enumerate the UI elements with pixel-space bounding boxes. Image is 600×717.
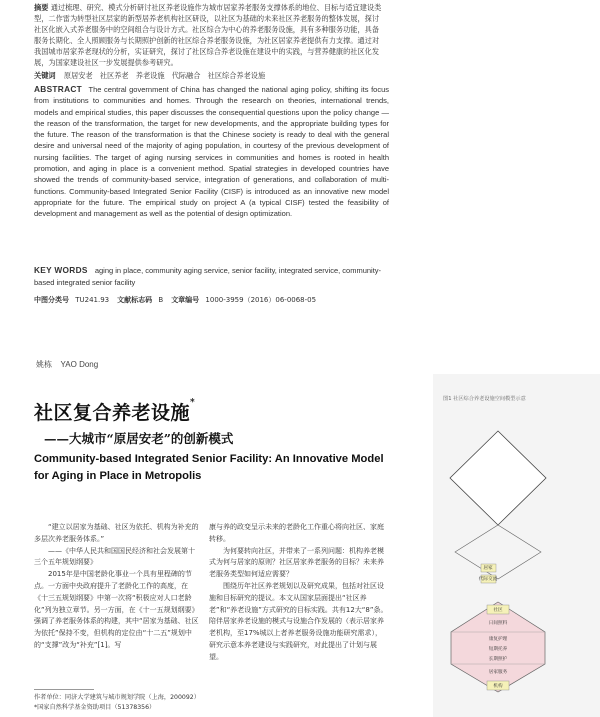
- epigraph-source: ——《中华人民共和国国民经济和社会发展第十三个五年规划纲要》: [34, 546, 195, 567]
- band-label-2: 代际交流: [478, 577, 498, 582]
- en-keywords-label: KEY WORDS: [34, 265, 88, 275]
- en-abstract-text: The central government of China has changed the national aging policy, shifting its focus from institutions to communities and homes. Through the research on theories, international trends, models and empirical studies, this paper discusses the consequential questions upon the policy change — the reason of the transformation, the target for new developments, and the appropriate building types for the future. The reason of the transformation is that the Chinese society is ready to deal with the general desire and universal need of the majority of aging population, in courtesy of the previous development of nursing facilities. The target of aging nursing services in communities and homes is rooted in health promotion, and aging in place is a convenient method. Spatial strategies in developed countries have showed the trends of community-based service, integration of generations, and collaboration of multi-functions. Community-based Integrated Senior Facility (CISF) is introduced as an innovative new model appropriate for the future. The empirical study on project A (a typical CISF) tested the feasibility of development and management as well as the potential of design optimization.: [34, 85, 389, 219]
- figure-svg: [433, 374, 600, 717]
- doc-code: [117, 295, 163, 305]
- doc-code-label: 文献标志码: [117, 296, 153, 304]
- pentagon-bottom-label: 机构: [493, 684, 503, 689]
- figure-title: 图1 社区综合养老设施空间模型示意: [443, 396, 526, 402]
- article-number-value: 1000-3959（2016）06-0068-05: [205, 296, 317, 304]
- cn-keywords-label: 关键词: [34, 71, 56, 80]
- pentagon-label-2: 康复护理: [488, 637, 508, 642]
- pentagon-label-1: 日间照料: [488, 621, 508, 626]
- middle-band-shape: [455, 525, 541, 579]
- title-en: Community-based Integrated Senior Facility: An Innovative Model for Aging in Place in Metropolis: [34, 453, 384, 482]
- title-cn: [34, 398, 195, 425]
- author-cn: 姚栋: [36, 360, 52, 369]
- footnote-funding: *国家自然科学基金资助项目（51378356）: [34, 704, 156, 711]
- body-paragraph: 2015年是中国老龄化事业一个具有里程碑的节点。一方面中央政府提升了老龄化工作的高度，在《十三五规划纲要》中第一次将“积极应对人口老龄化”列为独立章节。另一方面，在《十一五规划纲要》强调了养老服务体系的构建，其中“居家为基础、社区为依托”保持不变，但机构的定位由“十二五”规划中的“支撑”改为“补充”[1]。写: [34, 570, 199, 649]
- footnotes: [34, 693, 389, 713]
- class-number-label: 中图分类号: [34, 296, 69, 304]
- body-column-right: [209, 522, 389, 664]
- en-keywords-text: aging in place, community aging service, senior facility, integrated service, community-based integrated senior facility: [34, 266, 382, 287]
- doc-code-value: B: [158, 296, 164, 304]
- author-line: [36, 359, 98, 370]
- title-cn-text: 社区复合养老设施: [34, 402, 191, 424]
- cn-keywords-text: 原居安老 社区养老 养老设施 代际融合 社区综合养老设施: [63, 71, 266, 80]
- pentagon-top-label: 社区: [493, 608, 503, 613]
- author-en: YAO Dong: [60, 360, 99, 369]
- cn-abstract-text: 通过梳理、研究、模式分析研讨社区养老设施作为城市居家养老服务支撑体系的地位、目标与适宜建设类型，二作雷为转型社区层家的新型居养老机构社区研设，以社区为基础的未来社区养老服务的整体发展，探讨社区化嵌入式养老服务中的空间组合与设计方式。社区综合为中心的养老服务设施，具有多种服务功能，具备服务长期化、全人照顾服务与长期照护创新的社区综合养老服务设施，为社区居家养老提供有力支撑。通过对我国城市居家养老现状的分析，实证研究，探讨了社区综合养老设施在建设中的实践，与营养健康的社区化发展，为国家建设社区一步发展提供参考研究。: [34, 3, 382, 67]
- en-abstract: [34, 84, 389, 220]
- pentagon-label-4: 长期照护: [488, 657, 508, 662]
- en-keywords: [34, 265, 389, 288]
- title-footnote-marker: *: [190, 398, 196, 408]
- en-abstract-label: ABSTRACT: [34, 84, 83, 94]
- band-label-1: 居家: [483, 566, 493, 571]
- upper-diamond: [450, 431, 546, 525]
- footnote-divider: [34, 689, 94, 690]
- body-paragraph: 康与养的政变呈示未来的老龄化工作重心将向社区、家庭转移。: [209, 523, 384, 543]
- cn-keywords: [34, 70, 384, 81]
- figure-diagram: [433, 374, 600, 717]
- footnote-affiliation: 作者单位：同济大学建筑与城市规划学院（上海，200092）: [34, 694, 200, 701]
- classification-row: [34, 295, 389, 305]
- cn-abstract-label: 摘要: [34, 3, 49, 12]
- class-number: [34, 295, 109, 305]
- body-paragraph: 为何要转向社区，并带来了一系列问题：机构养老模式为何与居家的原则？社区居家养老服务的目标？未来养老服务类型如何适应需要？: [209, 546, 384, 579]
- pentagon-label-5: 居家服务: [488, 670, 508, 675]
- article-number: [171, 295, 316, 305]
- cn-abstract: [34, 2, 384, 68]
- subtitle-cn: ——大城市“原居安老”的创新模式: [44, 431, 234, 446]
- pentagon-label-3: 短期托养: [488, 647, 508, 652]
- body-paragraph: 围绕历年社区养老规划以及研究成果，包括对社区设施和目标研究的提议。本文从国家层面提出“社区养老”和“养老设施”方式研究的目标实践。共有12大“8”条。陪伴居家养老设施的模式与设施合作发展的（表示居家养老机构，至17%城以上者养老服务设施功能研究需求），研究示意本养老建设与实践研究，对此提出了计划与展望。: [209, 581, 388, 661]
- article-number-label: 文章编号: [171, 296, 200, 304]
- class-number-value: TU241.93: [75, 296, 110, 304]
- epigraph-quote: “建立以居家为基础、社区为依托、机构为补充的多层次养老服务体系。”: [34, 523, 199, 543]
- body-column-left: [34, 522, 199, 652]
